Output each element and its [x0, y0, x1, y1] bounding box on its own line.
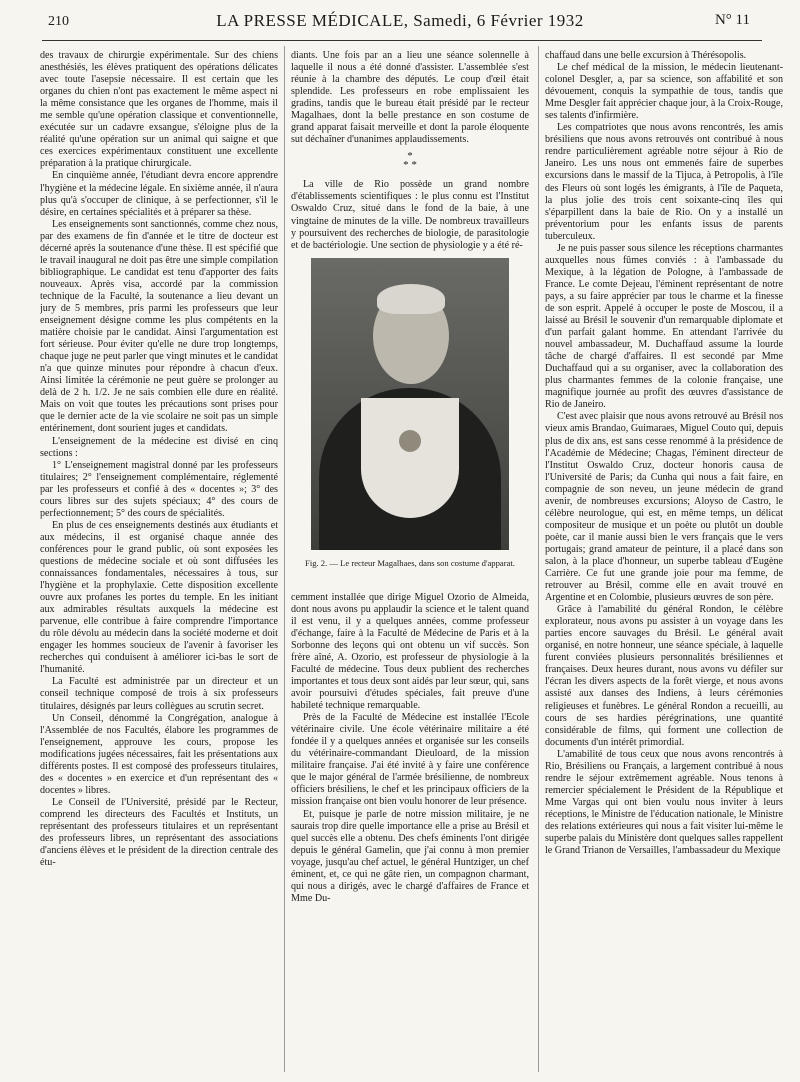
paragraph: Je ne puis passer sous silence les réceptions charmantes auxquelles nous fûmes conviés : à l'ambassade du Mexique, à la légation de Pologne, à l'ambassade de France. Le comte Dejeau, l'éminent représentant de notre pays, a su faire apprécier par tous le charme et la finesse de son esprit. Appelé à occuper le poste de Moscou, il a laissé au Brésil le souvenir d'un remarquable diplomate et d'un parfait galant homme. En attendant l'arrivée du nouvel ambassadeur, M. Duchaffaud assume la lourde tâche de chargé d'affaires. Il est secondé par Mme Duchaffaud qui a su organiser, avec la collaboration des plus charmantes femmes de la colonie française, une magnifique journée au profit des œuvres d'assistance de Rio de Janeiro. [545, 242, 783, 411]
journal-title: LA PRESSE MÉDICALE, Samedi, 6 Février 1932 [216, 11, 584, 30]
collar-shape [361, 398, 459, 518]
paragraph: Le Conseil de l'Université, présidé par le Recteur, comprend les directeurs des Facultés et Instituts, un représentant des professeurs titulaires et un représentant des professeurs libres, un représentant des associations d'anciens élèves et le président de la direction centrale des étu- [40, 796, 278, 869]
medal-shape [399, 430, 421, 452]
issue-number: N° 11 [714, 12, 750, 28]
section-stars: * * * [403, 150, 417, 172]
paragraph: cemment installée que dirige Miguel Ozorio de Almeida, dont nous avons pu applaudir la science et le talent quand il est venu, il y a quelques années, comme professeur d'échange, faire à la Faculté de Médecine de Paris et à la Sorbonne des leçons qui ont obtenu un vif succès. Son frère aîné, A. Ozorio, est professeur de physiologie à la Faculté de médecine. Tous deux publient des recherches importantes et tous deux sont aidés par leur sœur, qui, sans avoir poursuivi d'études spéciales, fait preuve d'une habileté technique remarquable. [291, 591, 529, 712]
paragraph: 1° L'enseignement magistral donné par les professeurs titulaires; 2° l'enseignement complémentaire, réglementé par les professeurs et confié à des « docentes »; 3° des cours libres sur des sujets spéciaux; 4° des cours de perfectionnement; 5° des cours de spécialités. [40, 459, 278, 519]
column-3 [545, 50, 783, 1076]
paragraph: La Faculté est administrée par un directeur et un conseil technique composé de trois à six professeurs titulaires, désignés par leurs collègues au scrutin secret. [40, 676, 278, 712]
figure-caption: Fig. 2. — Le recteur Magalhaes, dans son costume d'apparat. [305, 557, 515, 568]
column-separator [284, 46, 285, 1072]
paragraph: L'enseignement de la médecine est divisé en cinq sections : [40, 435, 278, 459]
paragraph: Et, puisque je parle de notre mission militaire, je ne saurais trop dire quelle importance elle a prise au Brésil et quel succès elle a obtenu. Des chefs éminents l'ont dirigée depuis le général Gamelin, que j'ai connu à mon premier voyage, jusqu'au chef actuel, le général Huntziger, un chef éminent, et, ce qui ne gâte rien, un compagnon charmant, qui nous a dirigés, avec le chargé d'affaires de France et Mme Du- [291, 808, 529, 904]
portrait-photo [311, 258, 509, 550]
page-number: 210 [48, 14, 69, 29]
paragraph: La ville de Rio possède un grand nombre d'établissements scientifiques : le plus connu est l'Institut Oswaldo Cruz, situé dans le fond de la baie, à une vingtaine de minutes de la ville. De nombreux travailleurs y poursuivent des recherches de biologie, de parasitologie et de bactériologie. Une section de physiologie y a été ré- [291, 179, 529, 251]
running-header [40, 8, 760, 34]
column-separator [538, 46, 539, 1072]
paragraph: L'amabilité de tous ceux que nous avons rencontrés à Rio, Brésiliens ou Français, a largement contribué à nous rendre le séjour extrêmement agréable. Nous tenons à remercier spécialement le Président de la République et Mme Vargas qui ont bien voulu nous inviter à leurs réceptions, le Ministre de l'éducation nationale, le Ministre des relations extérieures qui nous a fait visiter lui-même le superbe palais du Ministère dont quelques salles rappellent le Grand Trianon de Versailles, l'ambassadeur du Mexique [545, 748, 783, 857]
paragraph: Le chef médical de la mission, le médecin lieutenant-colonel Desgler, a, par sa science, son affabilité et son dévouement, conquis la sympathie de tous, tandis que Mme Desgler fait apprécier chaque jour, à la Croix-Rouge, ses talents d'infirmière. [545, 62, 783, 122]
column-1 [40, 50, 278, 1076]
paragraph: Un Conseil, dénommé la Congrégation, analogue à l'Assemblée de nos Facultés, élabore les programmes de l'enseignement, approuve les cours, propose les modifications jugées nécessaires, fait les présentations aux différents postes. Il est composé des professeurs titulaires, des « docentes » en exercice et d'un représentant des « docentes » libres. [40, 712, 278, 796]
paragraph: En cinquième année, l'étudiant devra encore apprendre l'hygiène et la médecine légale. En sixième année, il n'aura plus qu'à s'occuper de clinique, à se perfectionner, s'il le désire, en certaines spécialités et à préparer sa thèse. [40, 170, 278, 218]
paragraph: C'est avec plaisir que nous avons retrouvé au Brésil nos vieux amis Brandao, Guimaraes, Miguel Couto qui, depuis plus de dix ans, est sans cesse renommé à la présidence de l'Académie de Médecine; Chagas, l'éminent directeur de l'Institut Oswaldo Cruz, docteur honoris causa de l'Université de Paris; da Cunha qui nous a fait faire, en compagnie de son neveu, un jeune médecin de grand avenir, de nombreuses excursions; Aloyso de Castro, le célèbre neurologue, qui est, en même temps, un délicat compositeur de musique et un poète ou plutôt un double poète, car il manie aussi bien le vers français que le vers portugais; grand amateur de peinture, il a placé dans son salon, à la place d'honneur, un superbe tableau d'Eugène Carrière. Ce fut une grande joie pour ma femme, de retrouver au Brésil, comme elle en avait trouvé en Argentine et en Colombie, plusieurs œuvres de son père. [545, 411, 783, 604]
header-rule [42, 40, 762, 41]
paragraph: diants. Une fois par an a lieu une séance solennelle à laquelle il nous a été donné d'assister. L'assemblée s'est réunie à la chambre des députés. Le coup d'œil était splendide. Les professeurs en robe emplissaient les gradins, tandis que le bureau était présidé par le recteur Magalhaes, dont la belle prestance en son costume de grand apparat faisait merveille et dont la parole éloquente sut déchaîner d'unanimes applaudissements. [291, 50, 529, 146]
paragraph: Les enseignements sont sanctionnés, comme chez nous, par des examens de fin d'année et le titre de docteur est décerné après la soutenance d'une thèse. Il est spécifié que le travail inaugural ne doit pas être une simple compilation bibliographique. Le candidat est tenu d'apporter des faits nouveaux. Après visa, accordé par la commission technique de la Faculté, la soutenance a lieu devant un jury de 5 membres, pris parmi les professeurs que leur enseignement désigne comme les plus compétents en la matière choisie par le candidat. Ainsi l'argumentation est fort sérieuse. Pour éviter qu'elle ne dure trop longtemps, chaque juge ne peut parler que vingt minutes et le candidat n'a que quinze minutes pour répondre à chacun d'eux. Ainsi limitée la cérémonie ne peut guère se prolonger au delà de 2 h. 1/2. Je ne sais combien elle dure en réalité. Mais on voit que toutes les précautions sont prises pour que le dernier acte de la vie scolaire ne soit pas un simple entérinement, dont sourient juges et candidats. [40, 218, 278, 435]
column-2 [291, 50, 529, 1076]
paragraph: En plus de ces enseignements destinés aux étudiants et aux médecins, il est organisé chaque année des conférences pour le grand public, où sont exposées les questions de médecine sociale et où sont diffusées les connaissances fondamentales, nécessaires à tous, sur l'hygiène et la prophylaxie. Cette disposition excellente ouvre aux profanes les portes du temple. En les initiant aux admirables résultats auxquels la médecine est parvenue, elle contribue à faire comprendre l'importance du rôle dévolu au médecin dans la société moderne et doit engager les hommes soucieux de l'avenir à favoriser les recherches qui conduisent à améliorer ici-bas le sort de l'humanité. [40, 519, 278, 676]
hair-shape [377, 284, 445, 314]
paragraph: Grâce à l'amabilité du général Rondon, le célèbre explorateur, nous avons pu assister à un voyage dans les parties encore sauvages du Brésil. Le général avait organisé, en notre honneur, une séance spéciale, à laquelle furent conviées plusieurs personnalités brésiliennes et françaises. Deux heures durant, nous avons vu défiler sur l'écran les divers aspects de la forêt vierge, et nous avons assisté aux danses des Indiens, à leurs cérémonies religieuses et funèbres. Le général Rondon a recueilli, au cours de ses hardies pérégrinations, une quantité considérable de films, qui forment une collection de documents d'un intérêt primordial. [545, 604, 783, 748]
paragraph: Les compatriotes que nous avons rencontrés, les amis brésiliens que nous avons retrouvés ont contribué à nous rendre particulièrement agréable notre séjour à Rio de Janeiro. Les uns nous ont emmenés faire de superbes excursions dans le massif de la Tijuca, à Petropolis, à l'île des Fleurs où sont logés les émigrants, à l'île de Paqueta, la plus jolie des trois cent soixante-cinq îles qui s'éparpillent dans la baie de Rio. On y a installé un préventorium pour les enfants issus de parents tuberculeux. [545, 122, 783, 242]
paragraph: des travaux de chirurgie expérimentale. Sur des chiens anesthésiés, les élèves pratiquent des opérations délicates avec toute l'asepsie nécessaire. Il est certain que les organes du chien n'ont pas exactement le même aspect ni la même consistance que les organes de l'homme, mais il me semble qu'une opération classique et conventionnelle, exécutée sur un cadavre exsangue, s'éloigne plus de la réalité qu'une opération sur un animal qui saigne et que ces exercices expérimentaux constituent une excellente préparation à la pratique chirurgicale. [40, 50, 278, 170]
figure-2 [291, 258, 529, 588]
paragraph: chaffaud dans une belle excursion à Thérésopolis. [545, 50, 747, 61]
paragraph: Près de la Faculté de Médecine est installée l'Ecole vétérinaire civile. Une école vétérinaire militaire a été fondée il y a quelques années et organisée sur les conseils du vétérinaire-commandant Dieuloard, de la mission militaire française. J'ai été invité à y faire une conférence que le major général de l'armée brésilienne, de nombreux officiers brésiliens, le chef et les principaux officiers de la mission française ont bien voulu honorer de leur présence. [291, 712, 529, 808]
